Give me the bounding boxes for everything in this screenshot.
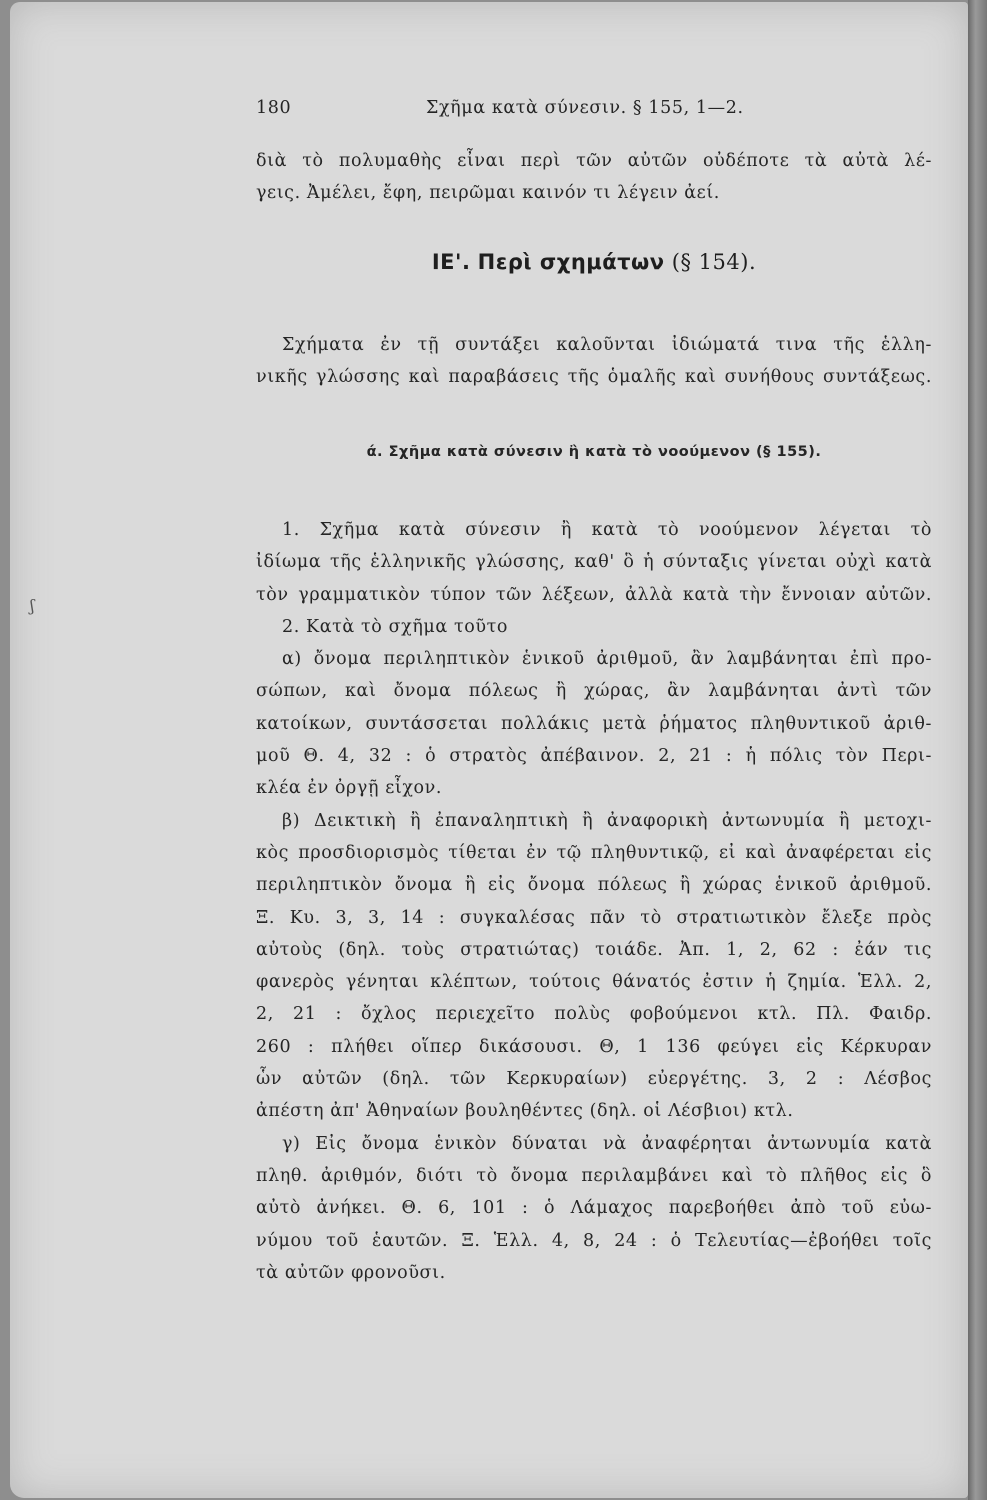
text-line: σώπων, καὶ ὄνομα πόλεως ἢ χώρας, ἂν λαμβάνηται ἀντὶ τῶν	[256, 681, 932, 702]
text-line: κλέα ἐν ὀργῇ εἶχον.	[256, 778, 443, 799]
text-line: φανερὸς γένηται κλέπτων, τούτοις θάνατός ἐστιν ἡ ζημία. Ἑλλ. 2,	[256, 972, 932, 993]
text-line: Σχήματα ἐν τῇ συντάξει καλοῦνται ἰδιώματά τινα τῆς ἑλλη-	[282, 335, 932, 355]
text-line: ὧν αὐτῶν (δηλ. τῶν Κερκυραίων) εὐεργέτης. 3, 2 : Λέσβος	[256, 1069, 932, 1090]
text-line: 1. Σχῆμα κατὰ σύνεσιν ἢ κατὰ τὸ νοούμενον λέγεται τὸ	[282, 520, 932, 540]
text-line: 2. Κατὰ τὸ σχῆμα τοῦτο	[282, 616, 509, 637]
body-text	[256, 514, 932, 1289]
text-line: 260 : πλήθει οἵπερ δικάσουσι. Θ, 1 136 φεύγει εἰς Κέρκυραν	[256, 1036, 932, 1057]
text-line: μοῦ Θ. 4, 32 : ὁ στρατὸς ἀπέβαινον. 2, 21 : ἡ πόλις τὸν Περι-	[256, 746, 932, 767]
definition-paragraph	[256, 329, 932, 394]
text-line: διὰ τὸ πολυμαθὴς εἶναι περὶ τῶν αὐτῶν οὐδέποτε τὰ αὐτὰ λέ-	[256, 151, 932, 171]
running-title: Σχῆμα κατὰ σύνεσιν. § 155, 1—2.	[426, 98, 744, 118]
section-title: Περὶ σχημάτων	[477, 250, 665, 274]
text-line: γεις. Ἀμέλει, ἔφη, πειρῶμαι καινόν τι λέγειν ἀεί.	[256, 183, 720, 204]
section-ref: (§ 154).	[671, 250, 757, 274]
text-line: 2, 21 : ὄχλος περιεχεῖτο πολὺς φοβούμενοι κτλ. Πλ. Φαιδρ.	[256, 1004, 932, 1025]
text-line: πληθ. ἀριθμόν, διότι τὸ ὄνομα περιλαμβάνει καὶ τὸ πλῆθος εἰς ὃ	[256, 1165, 932, 1186]
intro-paragraph	[256, 145, 932, 210]
text-line: κατοίκων, συντάσσεται πολλάκις μετὰ ῥήματος πληθυντικοῦ ἀριθ-	[256, 713, 932, 734]
subsection-heading: ά. Σχῆμα κατὰ σύνεσιν ἢ κατὰ τὸ νοούμενον (§ 155).	[366, 444, 822, 460]
text-line: ἰδίωμα τῆς ἑλληνικῆς γλώσσης, καθ' ὃ ἡ σύνταξις γίνεται οὐχὶ κατὰ	[256, 552, 932, 573]
text-line: κὸς προσδιορισμὸς τίθεται ἐν τῷ πληθυντικῷ, εἰ καὶ ἀναφέρεται εἰς	[256, 842, 932, 863]
section-number: ΙΕ'.	[431, 250, 471, 274]
margin-mark: ʃ	[30, 596, 35, 615]
text-line: αὐτὸ ἀνήκει. Θ. 6, 101 : ὁ Λάμαχος παρεβοήθει ἀπὸ τοῦ εὐω-	[256, 1198, 932, 1219]
text-line: α) ὄνομα περιληπτικὸν ἑνικοῦ ἀριθμοῦ, ἂν λαμβάνηται ἐπὶ προ-	[282, 649, 932, 670]
text-line: γ) Εἰς ὄνομα ἑνικὸν δύναται νὰ ἀναφέρηται ἀντωνυμία κατὰ	[282, 1133, 932, 1154]
text-line: τὸν γραμματικὸν τύπον τῶν λέξεων, ἀλλὰ κατὰ τὴν ἔννοιαν αὐτῶν.	[256, 584, 932, 605]
text-line: νύμου τοῦ ἑαυτῶν. Ξ. Ἑλλ. 4, 8, 24 : ὁ Τελευτίας—ἐβοήθει τοῖς	[256, 1230, 932, 1251]
text-line: ἀπέστη ἀπ' Ἀθηναίων βουληθέντες (δηλ. οἱ Λέσβιοι) κτλ.	[256, 1101, 794, 1122]
page-edge	[968, 0, 987, 1500]
text-line: τὰ αὐτῶν φρονοῦσι.	[256, 1262, 446, 1283]
text-line: αὐτοὺς (δηλ. τοὺς στρατιώτας) τοιάδε. Ἀπ. 1, 2, 62 : ἐάν τις	[256, 939, 932, 960]
text-line: περιληπτικὸν ὄνομα ἢ εἰς ὄνομα πόλεως ἢ χώρας ἑνικοῦ ἀριθμοῦ.	[256, 875, 932, 896]
text-line: Ξ. Κυ. 3, 3, 14 : συγκαλέσας πᾶν τὸ στρατιωτικὸν ἔλεξε πρὸς	[256, 907, 932, 928]
text-line: β) Δεικτικὴ ἢ ἐπαναληπτικὴ ἢ ἀναφορικὴ ἀντωνυμία ἢ μετοχι-	[282, 810, 932, 831]
page-number: 180	[256, 98, 292, 118]
text-line: νικῆς γλώσσης καὶ παραβάσεις τῆς ὁμαλῆς καὶ συνήθους συντάξεως.	[256, 367, 932, 388]
section-heading	[256, 250, 932, 274]
